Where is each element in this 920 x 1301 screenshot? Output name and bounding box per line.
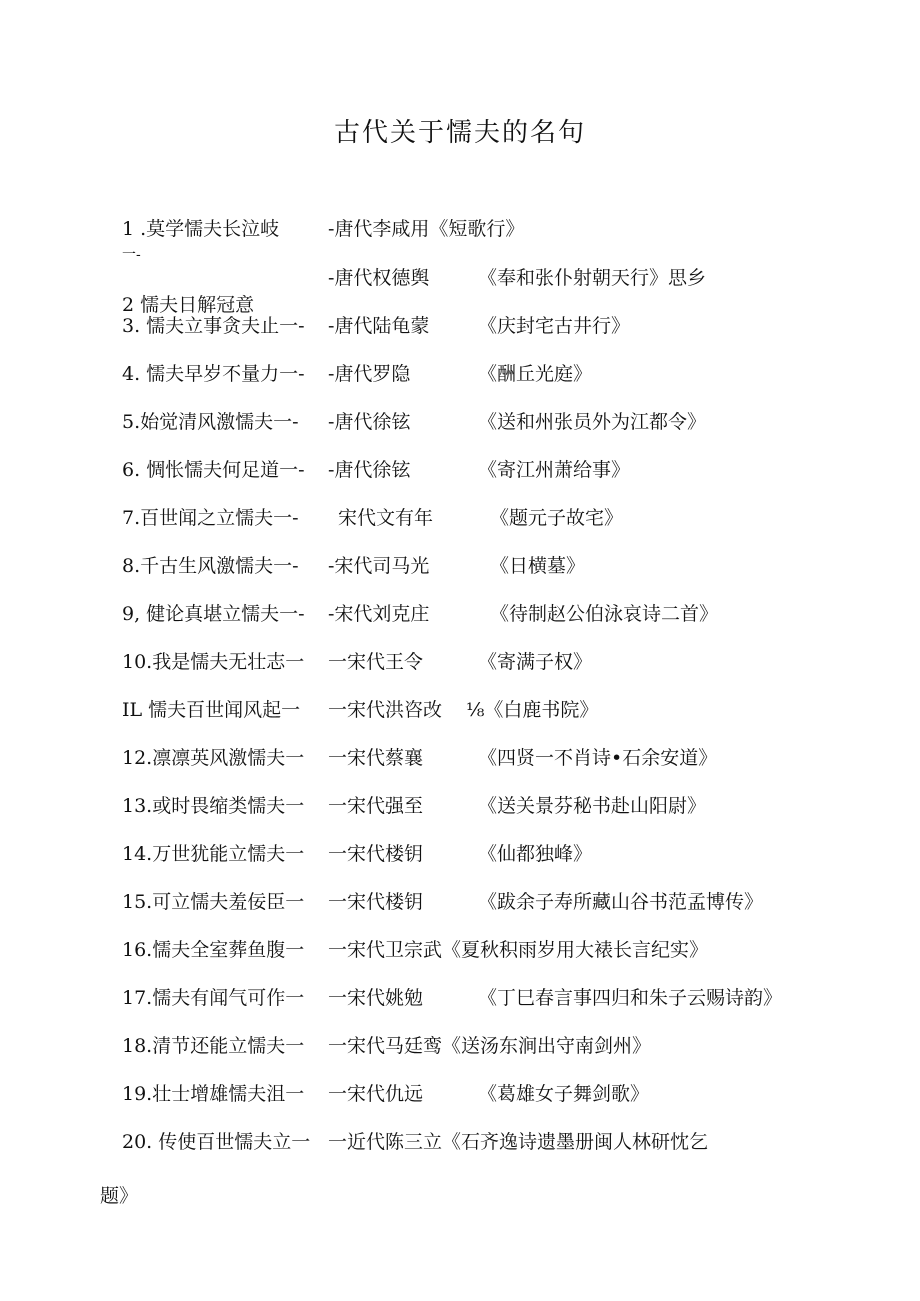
quote-work: 《寄满子权》 [478,651,593,673]
list-item [0,1079,920,1105]
list-item [0,1031,920,1057]
list-item [0,407,920,433]
list-item [0,455,920,481]
quote-author: 一宋代王令 [328,651,424,673]
quote-author: -宋代刘克庄 [328,603,430,625]
quote-line: 16.懦夫全室葬鱼腹一 [122,939,305,961]
page-title: 古代关于懦夫的名句 [333,118,586,148]
quote-line: 19.壮士增雄懦夫沮一 [122,1083,305,1105]
quote-line: 20. 传使百世懦夫立一 [122,1131,311,1153]
quote-line: 9, 健论真堪立懦夫一- [122,603,305,625]
quote-work: 《日横墓》 [490,555,586,577]
list-item [0,359,920,385]
quote-author: -宋代司马光 [328,555,430,577]
quote-author: -唐代徐铉 [328,459,411,481]
quote-line: 一- [122,247,141,263]
quote-work: 《奉和张仆射朝天行》思乡 [478,267,707,289]
quote-line: 6. 惆怅懦夫何足道一- [122,459,305,481]
quote-line: 4. 懦夫早岁不量力一- [122,363,305,385]
quote-author: 一宋代仇远 [328,1083,424,1105]
quote-work: 《酬丘光庭》 [478,363,593,385]
quote-line: 10.我是懦夫无壮志一 [122,651,305,673]
quote-source: -唐代李咸用《短歌行》 [328,218,525,240]
quote-source: 一近代陈三立《石齐逸诗遗墨册闽人林研忱乞 [328,1131,709,1153]
quote-work: 《待制赵公伯泳哀诗二首》 [490,603,719,625]
quote-work: 《丁巳春言事四归和朱子云赐诗韵》 [478,987,783,1009]
list-item [0,695,920,721]
list-item [0,887,920,913]
list-item [0,503,920,529]
quote-author: -唐代徐铉 [328,411,411,433]
list-item [0,311,920,337]
quote-line: 7.百世闻之立懦夫一- [122,507,299,529]
quote-author: 一宋代强至 [328,795,424,817]
quote-line: 12.凛凛英风激懦夫一 [122,747,305,769]
quote-source: 一宋代卫宗武《夏秋积雨岁用大裱长言纪实》 [328,939,709,961]
quote-line: 3. 懦夫立事贪夫止一- [122,315,305,337]
quote-work: 《寄江州萧给事》 [478,459,631,481]
list-item [0,839,920,865]
quote-work: 《庆封宅古井行》 [478,315,631,337]
list-item [0,599,920,625]
list-item [0,551,920,577]
quote-work: ⅛《白鹿书院》 [466,699,599,721]
quote-line: 8.千古生风激懦夫一- [122,555,299,577]
quote-author: 宋代文有年 [338,507,434,529]
quote-author: 一宋代姚勉 [328,987,424,1009]
quote-line: 18.清节还能立懦夫一 [122,1035,305,1057]
list-item [0,743,920,769]
quote-author: 一宋代蔡襄 [328,747,424,769]
list-item [0,214,920,240]
quote-line: 1 .莫学懦夫长泣岐 [122,218,280,240]
list-item [0,647,920,673]
quote-line: 17.懦夫有闻气可作一 [122,987,305,1009]
quote-work: 《葛雄女子舞剑歌》 [478,1083,650,1105]
quote-work: 《四贤一不肖诗•石余安道》 [478,747,718,769]
quote-author: -唐代罗隐 [328,363,411,385]
quote-work: 《跋余子寿所藏山谷书范孟博传》 [478,891,764,913]
quote-line: 5.始觉清风激懦夫一- [122,411,299,433]
quote-line: 14.万世犹能立懦夫一 [122,843,305,865]
quote-source: 一宋代马廷鸾《送汤东涧出守南剑州》 [328,1035,652,1057]
quote-line: 13.或时畏缩类懦夫一 [122,795,305,817]
list-item [0,791,920,817]
quote-work: 《送关景芬秘书赴山阳尉》 [478,795,707,817]
list-item [0,983,920,1009]
quote-line: 15.可立懦夫羞佞臣一 [122,891,305,913]
list-item [0,935,920,961]
clipped-text: 2 懦夫日解冠意 [122,294,255,316]
quote-author: -唐代陆龟蒙 [328,315,430,337]
quote-author: -唐代权德舆 [328,267,430,289]
quote-work: 《仙都独峰》 [478,843,593,865]
continuation-text: 题》 [100,1185,139,1207]
quote-work: 《送和州张员外为江都令》 [478,411,707,433]
quote-author: 一宋代楼钥 [328,891,424,913]
quote-line: IL 懦夫百世闻风起一 [122,699,301,721]
list-item [0,1127,920,1153]
list-item [0,263,920,289]
quote-author: 一宋代洪咨改 [328,699,443,721]
quote-author: 一宋代楼钥 [328,843,424,865]
quote-work: 《题元子故宅》 [490,507,624,529]
